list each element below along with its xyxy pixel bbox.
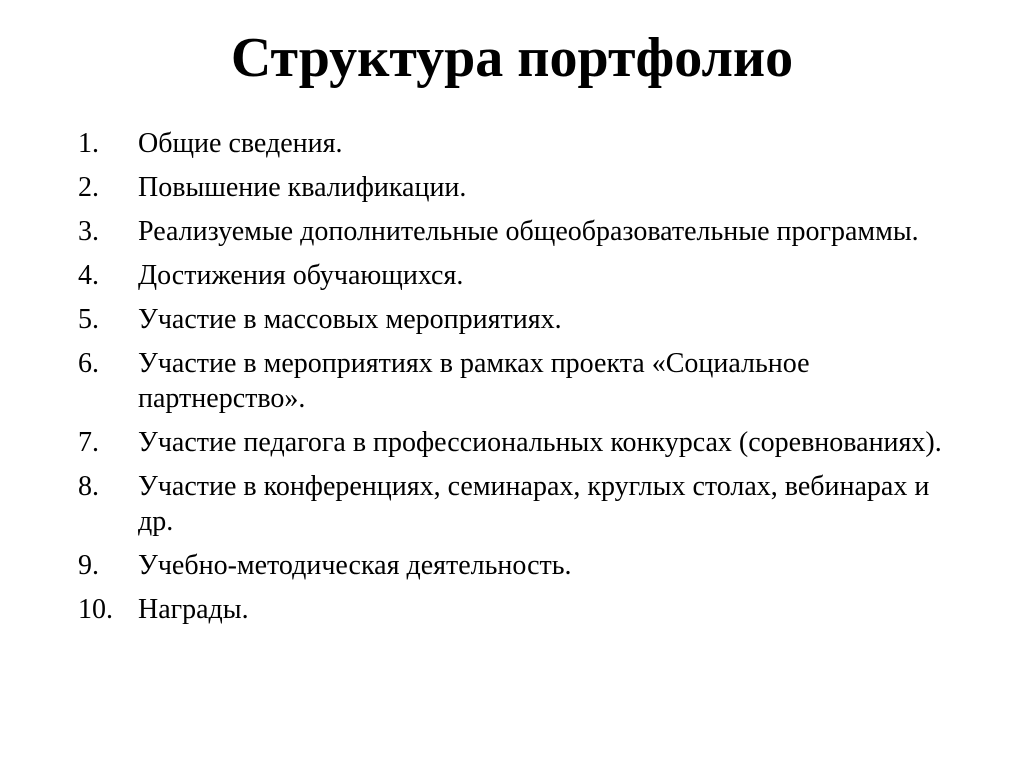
list-item (78, 214, 958, 249)
list-item-text: Общие сведения. (138, 128, 343, 159)
list-item (78, 346, 958, 416)
list-item-number: 6. (78, 348, 99, 379)
list-item (78, 469, 958, 539)
list-item-number: 9. (78, 550, 99, 581)
list-item (78, 425, 958, 460)
list-item-number: 3. (78, 216, 99, 247)
list-item-text: Учебно-методическая деятельность. (138, 550, 572, 581)
list-item-number: 7. (78, 427, 99, 458)
list-item (78, 592, 958, 627)
list-item-text: Награды. (138, 594, 249, 625)
list-item (78, 548, 958, 583)
portfolio-structure-list (78, 126, 958, 636)
list-item-number: 10. (78, 594, 113, 625)
list-item (78, 302, 958, 337)
list-item-text: Повышение квалификации. (138, 172, 467, 203)
list-item-number: 2. (78, 172, 99, 203)
list-item-number: 8. (78, 471, 99, 502)
list-item-text: Реализуемые дополнительные общеобразовательные программы. (138, 216, 919, 247)
list-item-text: Участие педагога в профессиональных конкурсах (соревнованиях). (138, 427, 942, 458)
list-item-text: Участие в массовых мероприятиях. (138, 304, 562, 335)
list-item-text: Участие в конференциях, семинарах, круглых столах, вебинарах и др. (138, 471, 930, 537)
list-item-number: 5. (78, 304, 99, 335)
list-item-number: 1. (78, 128, 99, 159)
list-item (78, 126, 958, 161)
slide-title: Структура портфолио (230, 27, 794, 89)
list-item (78, 170, 958, 205)
list-item-text: Участие в мероприятиях в рамках проекта «Социальное партнерство». (138, 348, 810, 414)
list-item-text: Достижения обучающихся. (138, 260, 464, 291)
list-item (78, 258, 958, 293)
list-item-number: 4. (78, 260, 99, 291)
